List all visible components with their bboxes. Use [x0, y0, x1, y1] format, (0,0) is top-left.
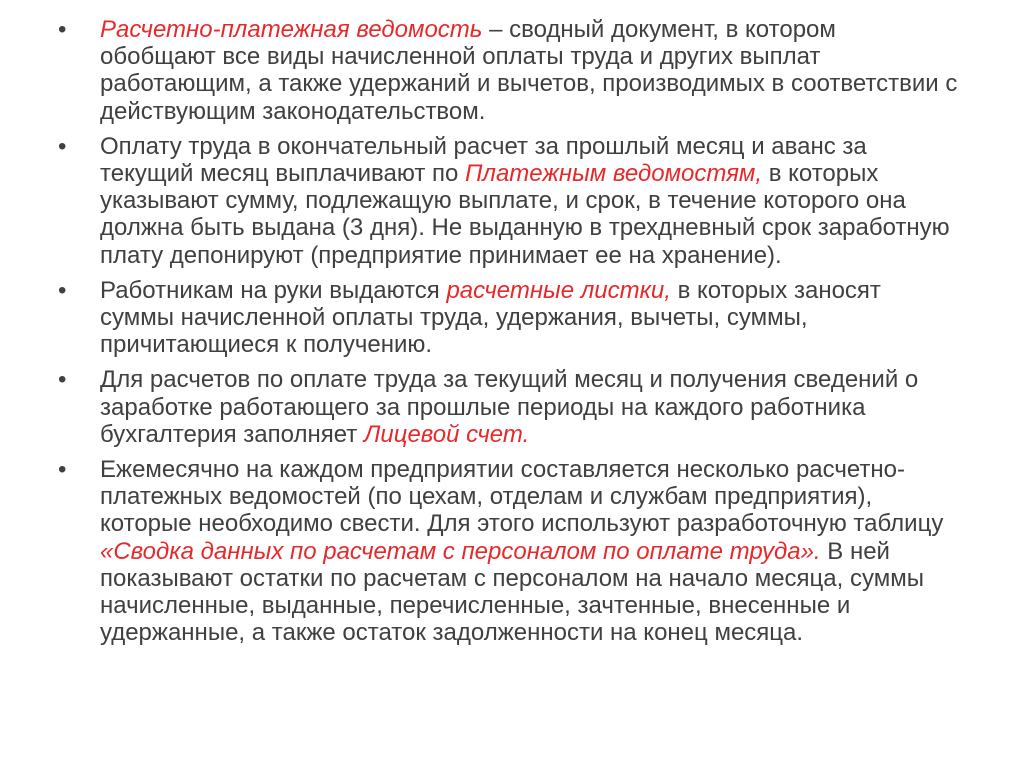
bullet-text: в которых заносят суммы начисленной оплаты труда, удержания, вычеты, суммы, причитающиеся к получению.	[100, 276, 881, 359]
bullet-text: Оплату труда в окончательный расчет за прошлый месяц и аванс за текущий месяц выплачивают по	[100, 132, 867, 188]
bullet-item	[58, 456, 958, 646]
highlight-term: Расчетно-платежная ведомость	[100, 16, 483, 43]
bullet-icon: •	[58, 132, 67, 160]
bullet-item	[58, 277, 958, 359]
bullet-text: В ней показывают остатки по расчетам с персоналом на начало месяца, суммы начисленные, выданные, перечисленные, зачтенные, внесенные и удержанные, а также остаток задолженности на конец месяца.	[100, 537, 924, 647]
highlight-term: Лицевой счет.	[363, 420, 530, 448]
bullet-list	[58, 16, 958, 654]
bullet-icon: •	[58, 366, 67, 394]
highlight-term: расчетные листки,	[446, 276, 671, 304]
bullet-text: – сводный документ, в котором обобщают все виды начисленной оплаты труда и других выплат работающим, а также удержаний и вычетов, производимых в соответствии с действующим законодательством.	[100, 16, 958, 125]
bullet-item	[58, 366, 958, 448]
bullet-icon: •	[58, 16, 67, 43]
bullet-item	[58, 133, 958, 269]
bullet-item	[58, 16, 958, 125]
bullet-text: Ежемесячно на каждом предприятии составляется несколько расчетно-платежных ведомостей (по цехам, отделам и службам предприятия), которые необходимо свести. Для этого используют разработочную таблицу	[100, 456, 944, 538]
bullet-text: в которых указывают сумму, подлежащую выплате, и срок, в течение которого она должна быть выдана (3 дня). Не выданную в трехдневный срок заработную плату депонируют (предприятие принимает ее на хранение).	[100, 160, 950, 269]
bullet-text: Для расчетов по оплате труда за текущий месяц и получения сведений о заработке работающего за прошлые периоды на каждого работника бухгалтерия заполняет	[100, 366, 919, 448]
bullet-icon: •	[58, 276, 67, 304]
highlight-term: Платежным ведомостям,	[465, 160, 763, 188]
highlight-term: «Сводка данных по расчетам с персоналом по оплате труда».	[100, 537, 821, 565]
bullet-text: Работникам на руки выдаются	[100, 276, 447, 304]
bullet-icon: •	[58, 456, 67, 484]
